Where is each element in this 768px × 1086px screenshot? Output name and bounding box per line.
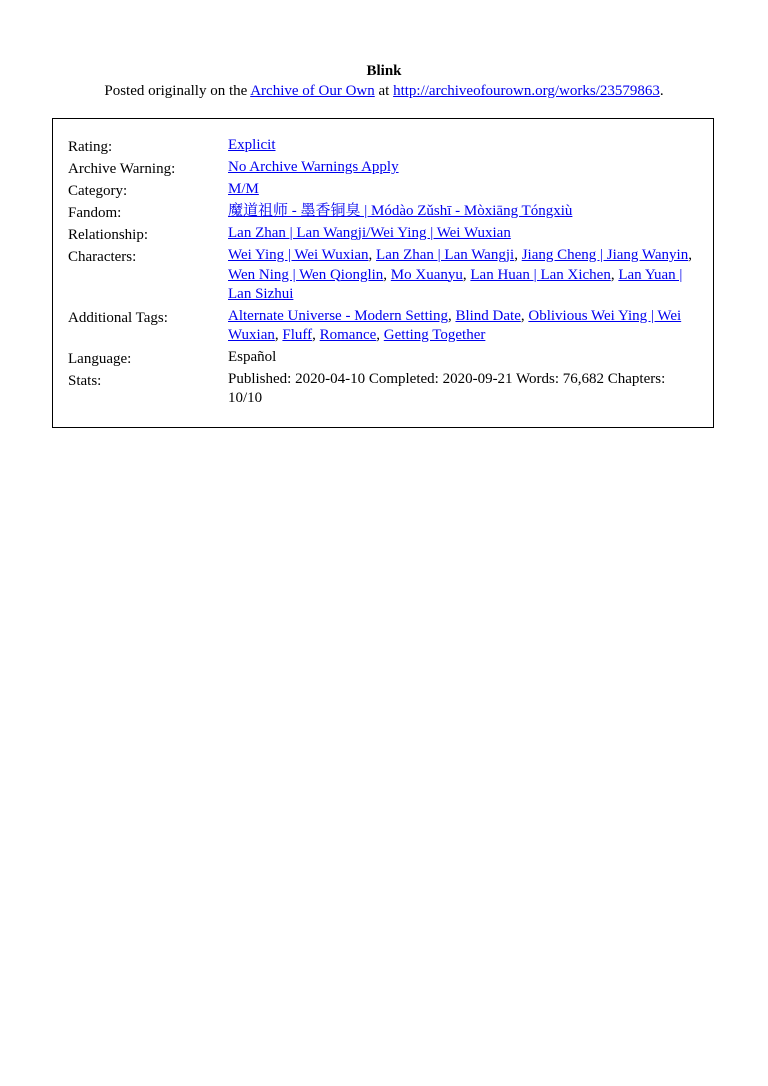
list-separator: , <box>447 307 456 324</box>
tags-label: Additional Tags: <box>68 309 168 326</box>
warning-row <box>68 158 697 180</box>
character-link[interactable]: Wei Ying | Wei Wuxian <box>228 247 369 263</box>
character-link[interactable]: Lan Yuan | Lan Sizhui <box>228 266 683 302</box>
posted-line <box>0 81 768 101</box>
list-separator: , <box>312 327 320 343</box>
category-link[interactable]: M/M <box>228 181 259 197</box>
rating-link[interactable]: Explicit <box>228 137 276 153</box>
work-title: Blink <box>366 63 402 79</box>
characters-row <box>68 246 697 307</box>
tag-link[interactable]: Blind Date <box>455 307 521 324</box>
posted-prefix: Posted originally on the <box>104 83 251 99</box>
fandom-row <box>68 202 697 224</box>
character-link[interactable]: Wen Ning | Wen Qionglin <box>228 266 384 283</box>
list-separator: , <box>462 266 471 283</box>
stats-value: Published: 2020-04-10 Completed: 2020-09-21 Words: 76,682 Chapters: 10/10 <box>228 370 666 406</box>
character-link[interactable]: Mo Xuanyu <box>390 266 463 283</box>
at-text: at <box>374 83 394 99</box>
warning-label: Archive Warning: <box>68 161 176 177</box>
tag-link[interactable]: Fluff <box>282 327 313 343</box>
characters-label: Characters: <box>68 249 137 265</box>
tag-link[interactable]: Oblivious Wei Ying | Wei Wuxian <box>228 307 682 343</box>
character-link[interactable]: Jiang Cheng | Jiang Wanyin <box>521 247 689 263</box>
tag-link[interactable]: Romance <box>319 327 377 343</box>
period: . <box>659 83 664 99</box>
list-separator: , <box>688 247 692 263</box>
fandom-link[interactable]: 魔道祖师 - 墨香铜臭 | Módào Zǔshī - Mòxiāng Tóngxiù <box>228 203 573 219</box>
tag-link[interactable]: Getting Together <box>383 327 486 343</box>
archive-link[interactable]: Archive of Our Own <box>250 83 375 99</box>
list-separator: , <box>368 247 377 263</box>
metadata-table <box>68 136 697 411</box>
metadata-box <box>52 118 714 428</box>
rating-label: Rating: <box>68 139 113 155</box>
character-link[interactable]: Lan Zhan | Lan Wangji <box>376 247 515 263</box>
stats-label: Stats: <box>68 372 102 389</box>
tags-row <box>68 307 697 348</box>
list-separator: , <box>383 266 391 283</box>
fandom-label: Fandom: <box>68 205 122 221</box>
list-separator: , <box>520 307 529 324</box>
list-separator: , <box>610 266 619 283</box>
language-value: Español <box>228 348 277 365</box>
character-link[interactable]: Lan Huan | Lan Xichen <box>470 266 611 283</box>
warning-link[interactable]: No Archive Warnings Apply <box>228 159 399 175</box>
relationship-row <box>68 224 697 246</box>
list-separator: , <box>376 327 384 343</box>
language-label: Language: <box>68 350 132 367</box>
list-separator: , <box>514 247 522 263</box>
language-row <box>68 348 697 370</box>
stats-row <box>68 370 697 411</box>
list-separator: , <box>274 327 283 343</box>
relationship-link[interactable]: Lan Zhan | Lan Wangji/Wei Ying | Wei Wuxian <box>228 225 511 241</box>
work-header <box>0 62 768 101</box>
category-row <box>68 180 697 202</box>
category-label: Category: <box>68 183 128 199</box>
work-url-link[interactable]: http://archiveofourown.org/works/23579863 <box>393 83 660 99</box>
tags-list <box>228 307 697 348</box>
characters-list <box>228 246 697 307</box>
relationship-label: Relationship: <box>68 227 148 243</box>
rating-row <box>68 136 697 158</box>
tag-link[interactable]: Alternate Universe - Modern Setting <box>228 307 448 324</box>
